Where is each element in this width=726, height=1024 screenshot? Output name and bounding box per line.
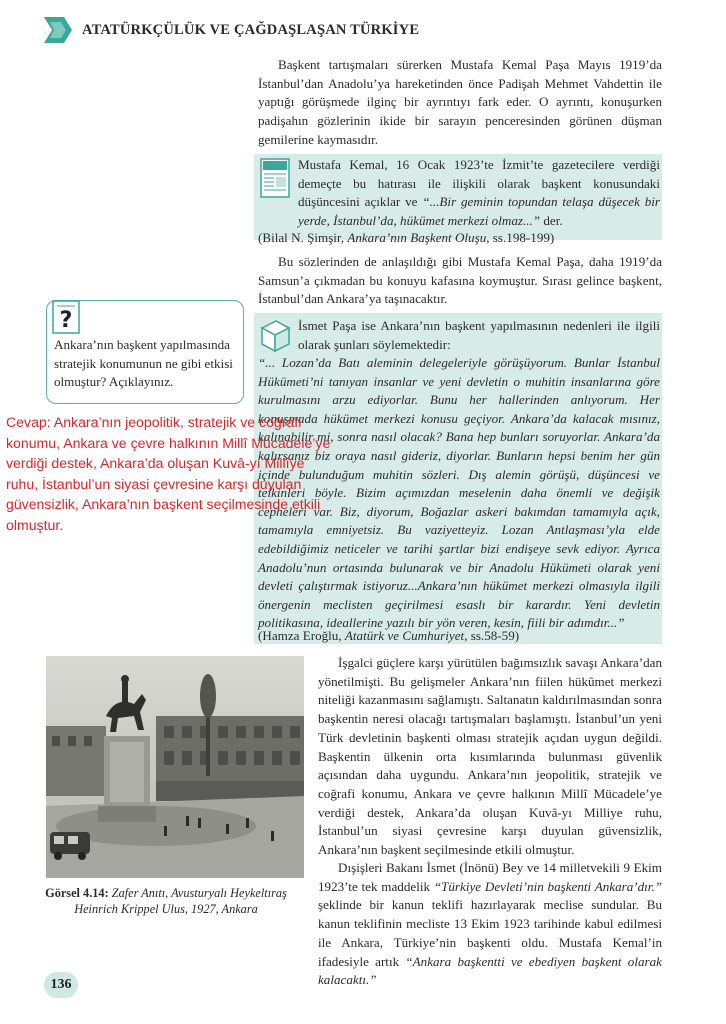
quote-1-text: [298, 156, 660, 230]
svg-text:?: ?: [59, 308, 73, 333]
intro-paragraph: [258, 56, 662, 150]
zafer-aniti-photo: [46, 656, 304, 878]
body-p2-b: şeklinde bir kanun teklifi hazırlayarak meclise sundular. Bu kanun teklifinin mecliste 13 Ekim 1923 tarihinde kabul edilmesi ile Ankara, Türkiye’nin başkenti oldu. Mustafa Kemal’in ifadesiyle artık: [318, 897, 662, 969]
body-p2-italic2: “Ankara başkentti ve ebediyen başkent olarak kalacaktı.”: [318, 953, 662, 988]
quote-2-source: [258, 627, 658, 646]
body-paragraph-1: [318, 654, 662, 860]
page-number: 136: [44, 972, 78, 998]
body-p2-a: Dışişleri Bakanı İsmet (İnönü) Bey ve 14 milletvekili 9 Ekim 1923’te tek maddelik: [318, 860, 662, 894]
quote-2-source-pages: , ss.58-59): [464, 628, 520, 643]
quote-1-source-title: Ankara’nın Başkent Oluşu,: [347, 230, 490, 245]
quote-1-body: Mustafa Kemal, 16 Ocak 1923’te İzmit’te gazetecilere verdiği demeçte bu hatırası ile ilişkili olarak başkent konusundaki düşüncesini açıklar ve: [298, 157, 660, 210]
quote-2-italic: “... Lozan’da Batı aleminin delegeleriyle görüşüyorum. Bunlar İstanbul Hükümeti’ni tanıyan insanlar ve yeni devletin o muhitin insanlarına göre kurulmasını arzu ediyorlar. Bunu her hallerinden anlıyorum. Her konuşmada hükümet merkezi konusu geçiyor. Ankara’da kalacak mısınız, kalınabilir mi, sonra nasıl olacak? Bana hep bunları soruyorlar. Ankara’da kalırsanız biz oraya nasıl gideriz, diyorlar. Bunların hepsi benim her gün içinde bulunduğum muhitin sözleri. Dış alemin görüşü, düşüncesi ve telkinleri böyle. Bizim açımızdan meselenin daha önemli ve değişik cepheleri var. Biz, diyorum, Boğazlar askeri bakımdan tamamıyla açık, tamamıyla emniyetsiz. Bu vaziyetteyiz. Lozan Antlaşması’yla elde edebildiğimiz neticeler ve tarihi şartlar bizi endişeye sevk ediyor. Ayrıca Anadolu’nun ortasında bulunarak ve bir Anadolu Hükümeti olarak yeni devleti çalıştırmak istiyoruz...Ankara’nın hükümet merkezi olmasıyla ilgili önergenin meclisten geçirilmesi esaslı bir karardır. Yeni devletin politikasına, ideallerine yazılı bir yön veren, kesin, fiili bir adımdır...”: [258, 355, 660, 631]
quote-2-intro: İsmet Paşa ise Ankara’nın başkent yapılmasının nedenleri ile ilgili olarak şunları söylemektedir:: [298, 318, 660, 352]
quote-1-source-author: (Bilal N. Şimşir,: [258, 230, 348, 245]
answer-text: Cevap: Ankara’nın jeopolitik, stratejik ve coğrafi konumu, Ankara ve çevre halkının Millî Mücadele’ye verdiği destek, Ankara’da oluşan Kuvâ-yı Millîye ruhu, İstanbul’un siyasi çevresine karşı duyulan güvensizlik, Ankara’nın başkent seçilmesinde etkili olmuştur.: [6, 414, 331, 533]
figure-label: Görsel 4.14:: [45, 886, 109, 900]
middle-paragraph: [258, 253, 662, 309]
quote-1-source-pages: ss.198-199): [489, 230, 555, 245]
monument-icon: [258, 318, 292, 354]
chapter-title: ATATÜRKÇÜLÜK VE ÇAĞDAŞLAŞAN TÜRKİYE: [82, 21, 420, 38]
intro-text: Başkent tartışmaları sürerken Mustafa Kemal Paşa Mayıs 1919’da İstanbul’dan Anadolu’ya hareketinden önce Padişah Mehmet Vahdettin ile yaptığı görüşmede ilginç bir ayrıntıyı fark eder. O ayrıntı, konuşurken padişahın gözlerinin ikide bir sarayın penceresinden görünen düşman gemilerine kaymasıdır.: [258, 57, 662, 147]
body-p2-italic: “Türkiye Devleti’nin başkenti Ankara’dır.”: [433, 878, 662, 894]
question-icon: [52, 300, 80, 334]
quote-1-tail: der.: [540, 212, 563, 228]
question-text: Ankara’nın başkent yapılmasında stratejik konumunun ne gibi etkisi olmuştur? Açıklayınız.: [54, 337, 233, 390]
body-p2: [318, 859, 662, 990]
figure-caption: [44, 886, 288, 918]
figure-caption-text: Zafer Anıtı, Avusturyalı Heykeltıraş Heinrich Krippel Ulus, 1927, Ankara: [74, 886, 287, 916]
middle-text: Bu sözlerinden de anlaşıldığı gibi Mustafa Kemal Paşa, daha 1919’da Samsun’a çıkmadan bu konuyu kafasına koymuştur. Sırası gelince başkent, İstanbul’dan Ankara’ya taşınacaktır.: [258, 254, 662, 307]
quote-1-source: [258, 229, 658, 248]
quote-1-italic: “...Bir geminin topundan telaşa düşecek bir yerde, İstanbul’da, hükümet merkezi olmaz...”: [298, 194, 660, 228]
body-paragraph-2: [318, 859, 662, 990]
body-p1: İşgalci güçlere karşı yürütülen bağımsızlık savaşı Ankara’dan yönetilmişti. Bu gelişmeler Ankara’nın fiilen hükûmet merkezi niteliği kazanmasını sağlamıştı. Saltanatın kaldırılmasından sonra başkentin neresi olacağı tartışmaları başlamıştı. İstanbul’un yeni Türk devletinin başkenti olması stratejik açıdan uygun değildi. Başkentin ülkenin orta kısımlarında bulunması güvenlik açısından daha uygundu. Ankara’nın jeopolitik, stratejik ve coğrafi konumu, Ankara ve çevre halkının Millî Mücadele’ye verdiği destek, Ankara’da oluşan Kuvâ-yı Milliye ruhu, İstanbul’un siyasi çevresine karşı duyulan güvensizlik, Ankara’nın başkent seçilmesinde etkili olmuştur.: [318, 655, 662, 858]
page-header: [44, 14, 419, 46]
quote-2-source-title: Atatürk ve Cumhuriyet: [344, 628, 465, 643]
chapter-badge-icon: [44, 17, 72, 43]
newspaper-icon: [260, 158, 290, 194]
quote-2-source-author: (Hamza Eroğlu,: [258, 628, 345, 643]
